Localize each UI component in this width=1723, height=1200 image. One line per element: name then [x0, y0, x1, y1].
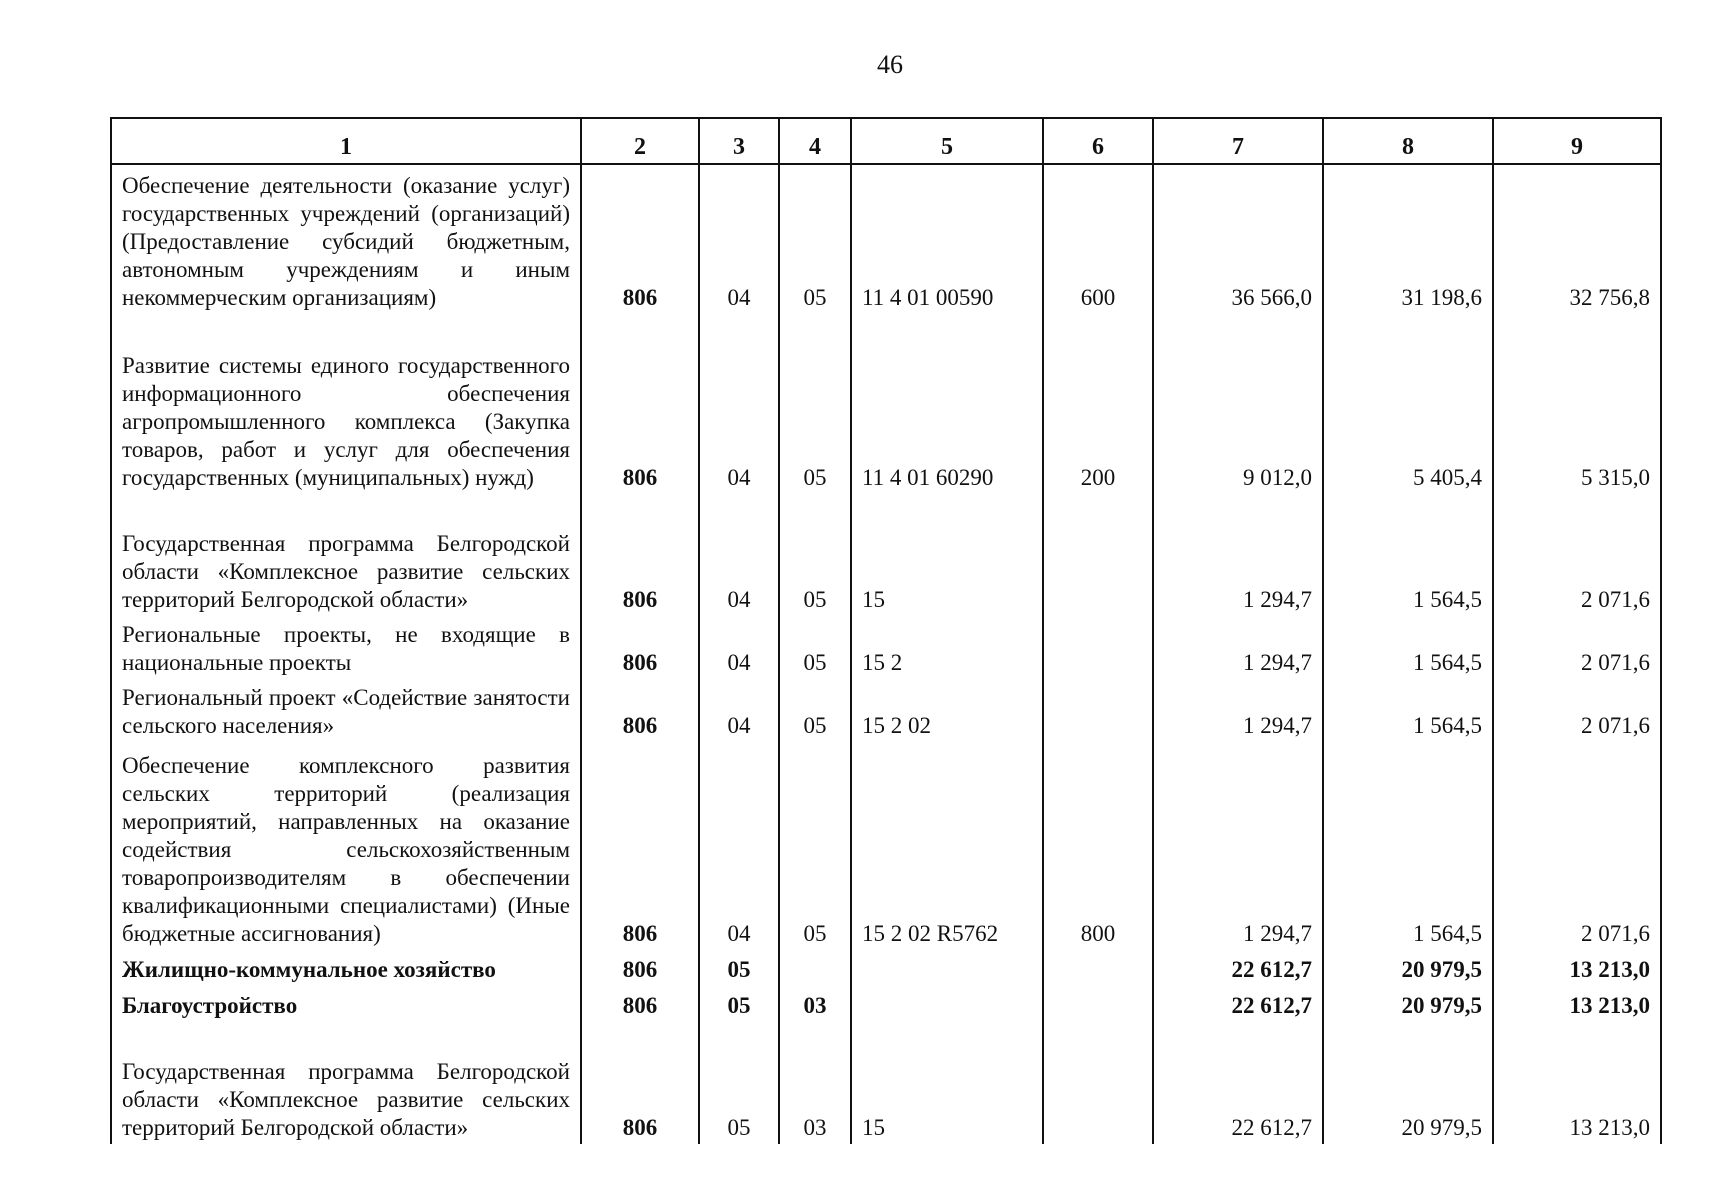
- cell-section: 04: [699, 616, 779, 679]
- row-name: Развитие системы единого государственного информационного обеспечения агропромышленного комплекса (Закупка товаров, работ и услуг для обеспечения государственных (муниципальных) нужд): [111, 314, 581, 494]
- table-row: [111, 950, 1661, 986]
- header-col-8: 8: [1323, 118, 1493, 164]
- cell-subsection: 05: [779, 742, 851, 950]
- row-name: Жилищно-коммунальное хозяйство: [111, 950, 581, 986]
- header-col-4: 4: [779, 118, 851, 164]
- cell-ministry-code: 806: [581, 950, 699, 986]
- cell-expense-type: [1043, 494, 1153, 616]
- cell-amount-col9: 13 213,0: [1493, 1022, 1661, 1144]
- header-row: [111, 118, 1661, 164]
- cell-section: 04: [699, 164, 779, 314]
- cell-subsection: 05: [779, 616, 851, 679]
- cell-amount-col8: 20 979,5: [1323, 1022, 1493, 1144]
- cell-ministry-code: 806: [581, 679, 699, 742]
- cell-subsection: [779, 950, 851, 986]
- cell-amount-col9: 2 071,6: [1493, 742, 1661, 950]
- cell-amount-col7: 1 294,7: [1153, 494, 1323, 616]
- table-row: [111, 679, 1661, 742]
- cell-amount-col7: 22 612,7: [1153, 950, 1323, 986]
- cell-amount-col8: 1 564,5: [1323, 494, 1493, 616]
- cell-expense-type: 800: [1043, 742, 1153, 950]
- header-col-9: 9: [1493, 118, 1661, 164]
- cell-ministry-code: 806: [581, 314, 699, 494]
- table-row: [111, 164, 1661, 314]
- cell-target-article: 15 2 02: [851, 679, 1043, 742]
- cell-amount-col7: 1 294,7: [1153, 742, 1323, 950]
- header-col-5: 5: [851, 118, 1043, 164]
- table-row: [111, 494, 1661, 616]
- header-col-6: 6: [1043, 118, 1153, 164]
- cell-amount-col8: 20 979,5: [1323, 986, 1493, 1022]
- cell-target-article: 15 2 02 R5762: [851, 742, 1043, 950]
- row-name: Региональный проект «Содействие занятости сельского населения»: [111, 679, 581, 742]
- cell-target-article: 15: [851, 494, 1043, 616]
- cell-amount-col7: 22 612,7: [1153, 986, 1323, 1022]
- cell-ministry-code: 806: [581, 742, 699, 950]
- cell-target-article: [851, 950, 1043, 986]
- table-row: [111, 986, 1661, 1022]
- cell-amount-col9: 2 071,6: [1493, 494, 1661, 616]
- table-row: [111, 742, 1661, 950]
- cell-section: 05: [699, 986, 779, 1022]
- row-name: Обеспечение деятельности (оказание услуг) государственных учреждений (организаций) (Предоставление субсидий бюджетным, автономным учреждениям и иным некоммерческим организациям): [111, 164, 581, 314]
- cell-amount-col9: 13 213,0: [1493, 950, 1661, 986]
- cell-expense-type: [1043, 950, 1153, 986]
- cell-subsection: 03: [779, 1022, 851, 1144]
- page-number: 46: [877, 50, 903, 79]
- cell-ministry-code: 806: [581, 1022, 699, 1144]
- cell-subsection: 05: [779, 164, 851, 314]
- table-row: [111, 1022, 1661, 1144]
- cell-amount-col9: 2 071,6: [1493, 616, 1661, 679]
- cell-amount-col8: 1 564,5: [1323, 679, 1493, 742]
- cell-amount-col9: 13 213,0: [1493, 986, 1661, 1022]
- cell-amount-col7: 9 012,0: [1153, 314, 1323, 494]
- cell-subsection: 05: [779, 494, 851, 616]
- cell-ministry-code: 806: [581, 494, 699, 616]
- cell-section: 04: [699, 314, 779, 494]
- cell-amount-col7: 1 294,7: [1153, 679, 1323, 742]
- cell-section: 04: [699, 494, 779, 616]
- cell-target-article: 11 4 01 00590: [851, 164, 1043, 314]
- cell-ministry-code: 806: [581, 616, 699, 679]
- cell-expense-type: [1043, 679, 1153, 742]
- row-name: Благоустройство: [111, 986, 581, 1022]
- row-name: Обеспечение комплексного развития сельских территорий (реализация мероприятий, направленных на оказание содействия сельскохозяйственным товаропроизводителям в обеспечении квалификационными специалистами) (Иные бюджетные ассигнования): [111, 742, 581, 950]
- cell-amount-col8: 20 979,5: [1323, 950, 1493, 986]
- header-col-2: 2: [581, 118, 699, 164]
- cell-subsection: 05: [779, 679, 851, 742]
- cell-section: 04: [699, 679, 779, 742]
- cell-expense-type: 600: [1043, 164, 1153, 314]
- cell-expense-type: 200: [1043, 314, 1153, 494]
- row-name: Государственная программа Белгородской области «Комплексное развитие сельских территорий Белгородской области»: [111, 1022, 581, 1144]
- cell-amount-col8: 1 564,5: [1323, 742, 1493, 950]
- table-row: [111, 314, 1661, 494]
- cell-ministry-code: 806: [581, 164, 699, 314]
- cell-subsection: 05: [779, 314, 851, 494]
- cell-amount-col7: 36 566,0: [1153, 164, 1323, 314]
- cell-section: 05: [699, 950, 779, 986]
- row-name: Региональные проекты, не входящие в национальные проекты: [111, 616, 581, 679]
- cell-amount-col9: 2 071,6: [1493, 679, 1661, 742]
- cell-amount-col9: 32 756,8: [1493, 164, 1661, 314]
- cell-target-article: 15 2: [851, 616, 1043, 679]
- header-col-1: 1: [111, 118, 581, 164]
- cell-expense-type: [1043, 1022, 1153, 1144]
- cell-amount-col7: 22 612,7: [1153, 1022, 1323, 1144]
- cell-ministry-code: 806: [581, 986, 699, 1022]
- cell-subsection: 03: [779, 986, 851, 1022]
- budget-table: [110, 117, 1662, 1144]
- cell-amount-col8: 5 405,4: [1323, 314, 1493, 494]
- cell-amount-col7: 1 294,7: [1153, 616, 1323, 679]
- cell-amount-col8: 31 198,6: [1323, 164, 1493, 314]
- header-col-7: 7: [1153, 118, 1323, 164]
- cell-target-article: [851, 986, 1043, 1022]
- cell-expense-type: [1043, 986, 1153, 1022]
- header-col-3: 3: [699, 118, 779, 164]
- cell-section: 05: [699, 1022, 779, 1144]
- cell-target-article: 11 4 01 60290: [851, 314, 1043, 494]
- table-row: [111, 616, 1661, 679]
- cell-target-article: 15: [851, 1022, 1043, 1144]
- cell-section: 04: [699, 742, 779, 950]
- cell-amount-col8: 1 564,5: [1323, 616, 1493, 679]
- cell-expense-type: [1043, 616, 1153, 679]
- row-name: Государственная программа Белгородской области «Комплексное развитие сельских территорий Белгородской области»: [111, 494, 581, 616]
- cell-amount-col9: 5 315,0: [1493, 314, 1661, 494]
